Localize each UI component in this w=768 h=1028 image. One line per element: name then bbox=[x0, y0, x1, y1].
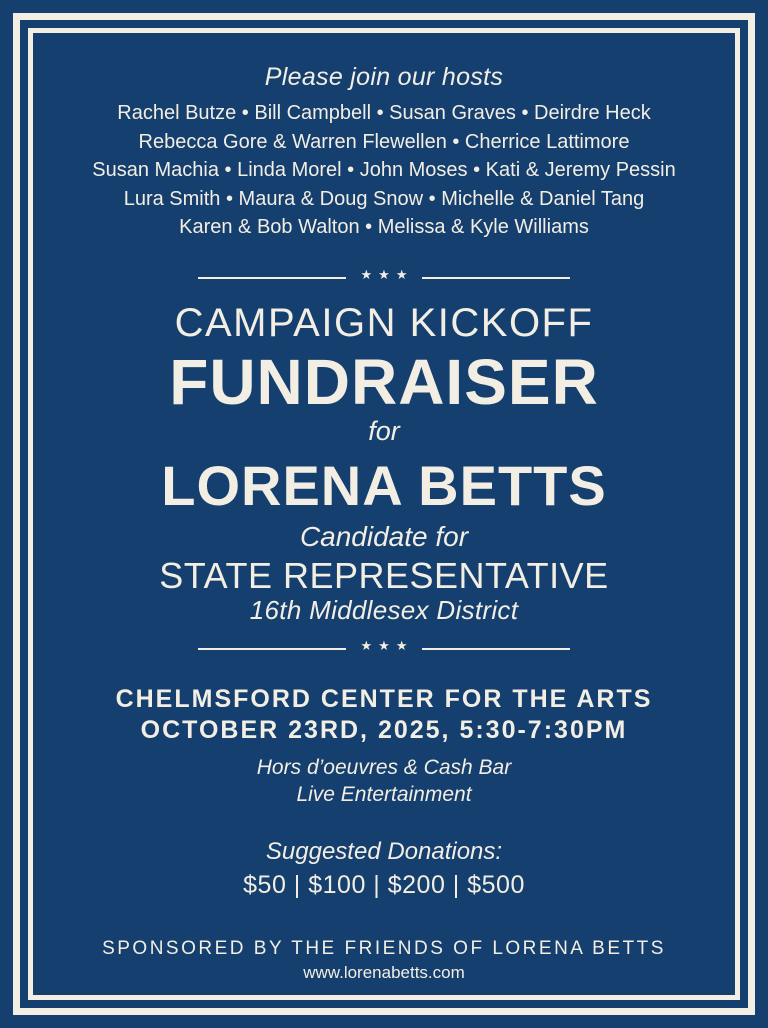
flyer-content bbox=[33, 33, 735, 995]
divider-rule bbox=[422, 648, 570, 650]
fundraiser-heading: FUNDRAISER bbox=[169, 346, 599, 418]
campaign-kickoff-heading: CAMPAIGN KICKOFF bbox=[174, 301, 594, 345]
for-text: for bbox=[368, 416, 400, 446]
hosts-line: Susan Machia • Linda Morel • John Moses • Kati & Jeremy Pessin bbox=[92, 159, 676, 181]
star-divider-bottom bbox=[198, 638, 570, 656]
hosts-line: Rebecca Gore & Warren Flewellen • Cherrice Lattimore bbox=[138, 130, 630, 153]
sponsored-by-text: SPONSORED BY THE FRIENDS OF LORENA BETTS bbox=[102, 938, 666, 959]
hosts-list bbox=[33, 99, 735, 242]
event-extra-item: Live Entertainment bbox=[296, 783, 472, 806]
hosts-line: Rachel Butze • Bill Campbell • Susan Graves • Deirdre Heck bbox=[117, 102, 651, 124]
event-extras bbox=[33, 754, 735, 808]
star-divider-top bbox=[198, 267, 570, 285]
hosts-line: Lura Smith • Maura & Doug Snow • Michelle & Daniel Tang bbox=[123, 187, 645, 210]
candidate-name: LORENA BETTS bbox=[161, 454, 607, 517]
event-venue: CHELMSFORD CENTER FOR THE ARTS bbox=[115, 685, 653, 713]
website-link[interactable]: www.lorenabetts.com bbox=[303, 963, 465, 982]
divider-rule bbox=[422, 277, 570, 279]
divider-rule bbox=[198, 648, 346, 650]
district-text: 16th Middlesex District bbox=[249, 595, 519, 625]
divider-rule bbox=[198, 277, 346, 279]
invite-line: Please join our hosts bbox=[264, 63, 504, 91]
office-title: STATE REPRESENTATIVE bbox=[159, 555, 609, 596]
donation-amounts: $50 | $100 | $200 | $500 bbox=[243, 871, 525, 899]
donations-label: Suggested Donations: bbox=[265, 838, 503, 865]
stars-icon: ★★★ bbox=[360, 267, 414, 282]
stars-icon: ★★★ bbox=[360, 638, 414, 653]
event-extra-item: Hors d’oeuvres & Cash Bar bbox=[256, 756, 512, 779]
event-date: OCTOBER 23RD, 2025, 5:30-7:30PM bbox=[140, 716, 628, 744]
hosts-line: Karen & Bob Walton • Melissa & Kyle Williams bbox=[179, 216, 589, 238]
candidate-for-text: Candidate for bbox=[299, 521, 469, 552]
